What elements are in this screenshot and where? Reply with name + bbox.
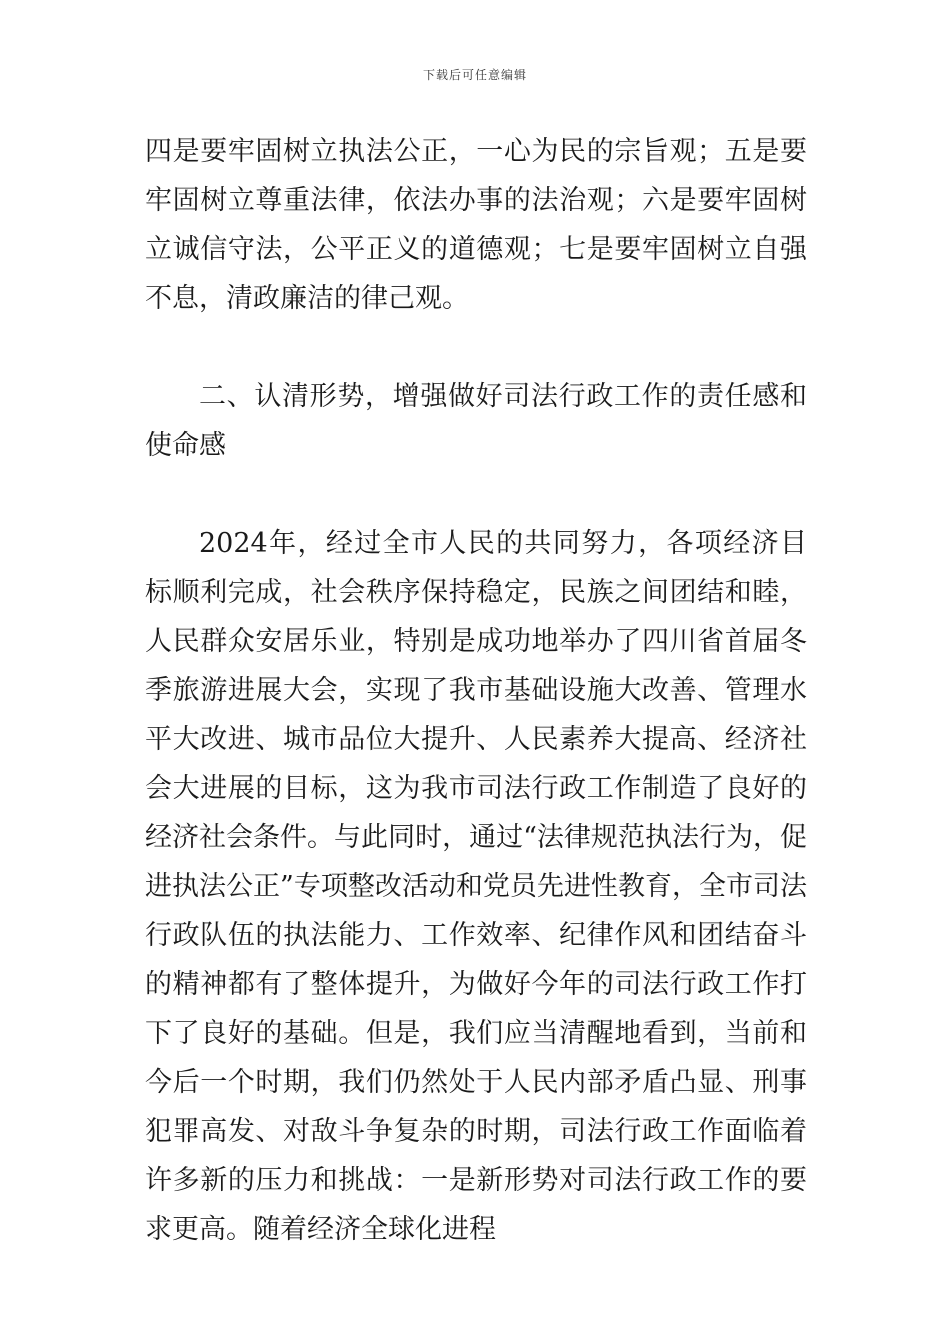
paragraph-principles: 四是要牢固树立执法公正，一心为民的宗旨观；五是要牢固树立尊重法律，依法办事的法治观；六是要牢固树立诚信守法，公平正义的道德观；七是要牢固树立自强不息，清政廉洁的律己观。 — [145, 136, 807, 314]
header-note: 下载后可任意编辑 — [422, 68, 527, 82]
section-heading: 二、认清形势，增强做好司法行政工作的责任感和使命感 — [145, 381, 807, 461]
paragraph-situation: 2024年，经过全市人民的共同努力，各项经济目标顺利完成，社会秩序保持稳定，民族之间团结和睦，人民群众安居乐业，特别是成功地举办了四川省首届冬季旅游进展大会，实现了我市基础设施大改善、管理水平大改进、城市品位大提升、人民素养大提高、经济社会大进展的目标，这为我市司法行政工作制造了良好的经济社会条件。与此同时，通过“法律规范执法行为，促进执法公正”专项整改活动和党员先进性教育，全市司法行政队伍的执法能力、工作效率、纪律作风和团结奋斗的精神都有了整体提升，为做好今年的司法行政工作打下了良好的基础。但是，我们应当清醒地看到，当前和今后一个时期，我们仍然处于人民内部矛盾凸显、刑事犯罪高发、对敌斗争复杂的时期，司法行政工作面临着许多新的压力和挑战：一是新形势对司法行政工作的要求更高。随着经济全球化进程 — [145, 528, 807, 1245]
document-body — [145, 127, 807, 1254]
